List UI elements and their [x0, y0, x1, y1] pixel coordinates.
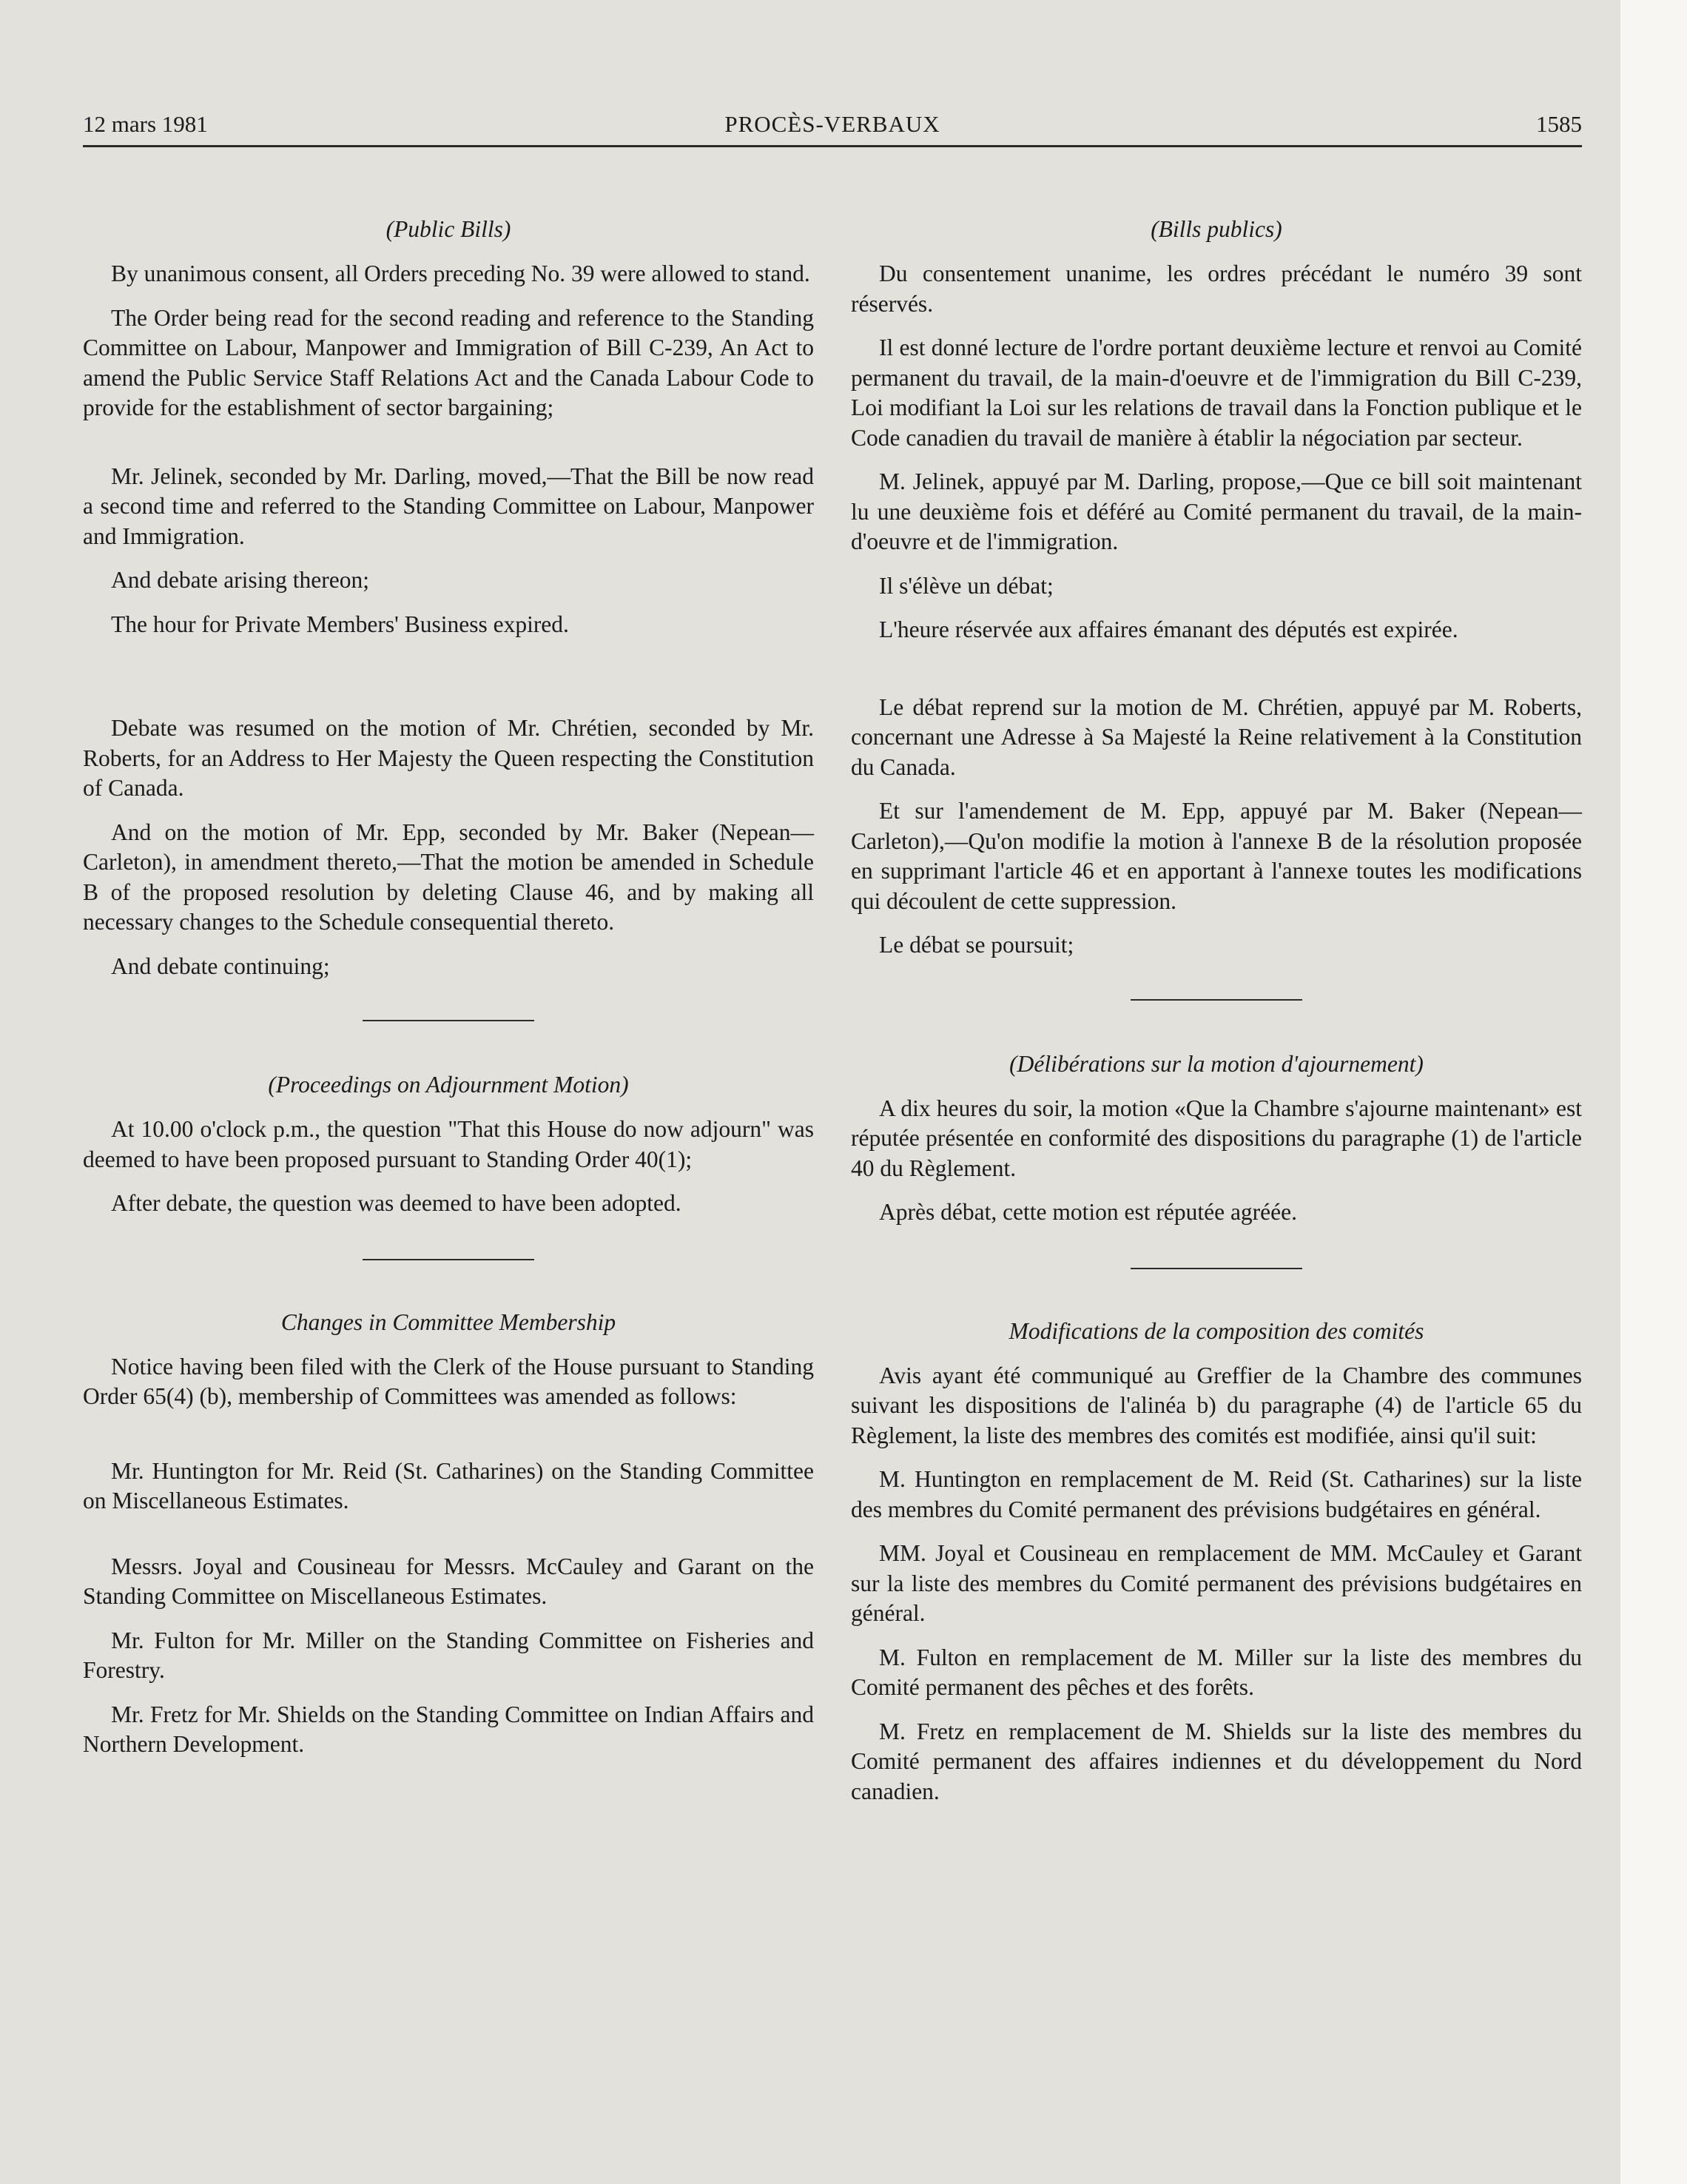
section-divider [363, 1259, 534, 1260]
english-column [83, 215, 814, 1774]
paragraph: After debate, the question was deemed to have been adopted. [111, 1190, 681, 1216]
paragraph: L'heure réservée aux affaires émanant des députés est expirée. [879, 616, 1458, 642]
paragraph: Notice having been filed with the Clerk of the House pursuant to Standing Order 65(4) (b), membership of Committees was amended as follows: [83, 1353, 814, 1409]
page-header [83, 110, 1582, 147]
paragraph: M. Fulton en remplacement de M. Miller sur la liste des membres du Comité permanent des pêches et des forêts. [851, 1644, 1582, 1700]
public-bills-heading: (Public Bills) [385, 216, 511, 242]
paragraph: By unanimous consent, all Orders preceding No. 39 were allowed to stand. [111, 261, 810, 286]
paragraph: Debate was resumed on the motion of Mr. Chrétien, seconded by Mr. Roberts, for an Address to Her Majesty the Queen respecting the Constitution of Canada. [83, 715, 814, 801]
paragraph: Messrs. Joyal and Cousineau for Messrs. McCauley and Garant on the Standing Committee on Miscellaneous Estimates. [83, 1553, 814, 1609]
paragraph: MM. Joyal et Cousineau en remplacement de MM. McCauley et Garant sur la liste des membres du Comité permanent des prévisions budgétaires en général. [851, 1540, 1582, 1626]
paragraph: M. Jelinek, appuyé par M. Darling, propose,—Que ce bill soit maintenant lu une deuxième fois et déféré au Comité permanent du travail, de la main-d'oeuvre et de l'immigration. [851, 468, 1582, 554]
changes-heading: Changes in Committee Membership [280, 1308, 616, 1335]
section-divider [1131, 999, 1302, 1001]
paragraph: Du consentement unanime, les ordres précédant le numéro 39 sont réservés. [851, 261, 1582, 317]
header-date: 12 mars 1981 [83, 111, 208, 137]
paragraph: Il s'élève un débat; [879, 572, 1054, 599]
paragraph: Et sur l'amendement de M. Epp, appuyé par M. Baker (Nepean—Carleton),—Qu'on modifie la motion à l'annexe B de la résolution proposée en supprimant l'article 46 et en apportant à l'annexe toutes les modifications qui découlent de cette suppression. [851, 798, 1582, 914]
section-divider [1131, 1268, 1302, 1269]
paragraph: Il est donné lecture de l'ordre portant deuxième lecture et renvoi au Comité permanent du travail, de la main-d'oeuvre et de l'immigration du Bill C-239, Loi modifiant la Loi sur les relations de travail dans la Fonction publique et le Code canadien du travail de manière à établir la négociation par secteur. [851, 335, 1582, 451]
public-bills-heading: (Bills publics) [1151, 216, 1282, 242]
section-divider [363, 1020, 534, 1021]
page-edge [1620, 0, 1687, 2184]
paragraph: Le débat se poursuit; [879, 932, 1074, 958]
paragraph: At 10.00 o'clock p.m., the question "That this House do now adjourn" was deemed to have been proposed pursuant to Standing Order 40(1); [83, 1116, 814, 1172]
header-page-number: 1585 [1536, 111, 1582, 137]
paragraph: And debate arising thereon; [111, 567, 370, 593]
paragraph: Après débat, cette motion est réputée agréée. [879, 1199, 1297, 1225]
paragraph: Mr. Fulton for Mr. Miller on the Standing Committee on Fisheries and Forestry. [83, 1627, 814, 1683]
paragraph: The hour for Private Members' Business expired. [111, 611, 569, 637]
header-title: PROCÈS-VERBAUX [724, 111, 940, 137]
french-column [851, 215, 1582, 1821]
paragraph: M. Huntington en remplacement de M. Reid (St. Catharines) sur la liste des membres du Comité permanent des prévisions budgétaires en général. [851, 1466, 1582, 1522]
paragraph: Le débat reprend sur la motion de M. Chrétien, appuyé par M. Roberts, concernant une Adresse à Sa Majesté la Reine relativement à la Constitution du Canada. [851, 693, 1582, 780]
paragraph: Mr. Huntington for Mr. Reid (St. Catharines) on the Standing Committee on Miscellaneous Estimates. [83, 1457, 814, 1513]
adjournment-heading: (Délibérations sur la motion d'ajournement) [1009, 1050, 1424, 1077]
paragraph: The Order being read for the second reading and reference to the Standing Committee on Labour, Manpower and Immigration of Bill C-239, An Act to amend the Public Service Staff Relations Act and the Canada Labour Code to provide for the establishment of sector bargaining; [83, 304, 814, 420]
adjournment-heading: (Proceedings on Adjournment Motion) [268, 1072, 629, 1098]
paragraph: Avis ayant été communiqué au Greffier de la Chambre des communes suivant les dispositions de l'alinéa b) du paragraphe (4) de l'article 65 du Règlement, la liste des membres des comités est modifiée, ainsi qu'il suit: [851, 1362, 1582, 1448]
paragraph: A dix heures du soir, la motion «Que la Chambre s'ajourne maintenant» est réputée présentée en conformité des dispositions du paragraphe (1) de l'article 40 du Règlement. [851, 1095, 1582, 1181]
paragraph: And on the motion of Mr. Epp, seconded by Mr. Baker (Nepean—Carleton), in amendment thereto,—That the motion be amended in Schedule B of the proposed resolution by deleting Clause 46, and by making all necessary changes to the Schedule consequential thereto. [83, 819, 814, 935]
paragraph: Mr. Jelinek, seconded by Mr. Darling, moved,—That the Bill be now read a second time and referred to the Standing Committee on Labour, Manpower and Immigration. [83, 463, 814, 549]
paragraph: And debate continuing; [111, 952, 330, 979]
paragraph: M. Fretz en remplacement de M. Shields sur la liste des membres du Comité permanent des affaires indiennes et du développement du Nord canadien. [851, 1718, 1582, 1804]
paragraph: Mr. Fretz for Mr. Shields on the Standing Committee on Indian Affairs and Northern Development. [83, 1701, 814, 1757]
changes-heading: Modifications de la composition des comités [1009, 1317, 1424, 1344]
